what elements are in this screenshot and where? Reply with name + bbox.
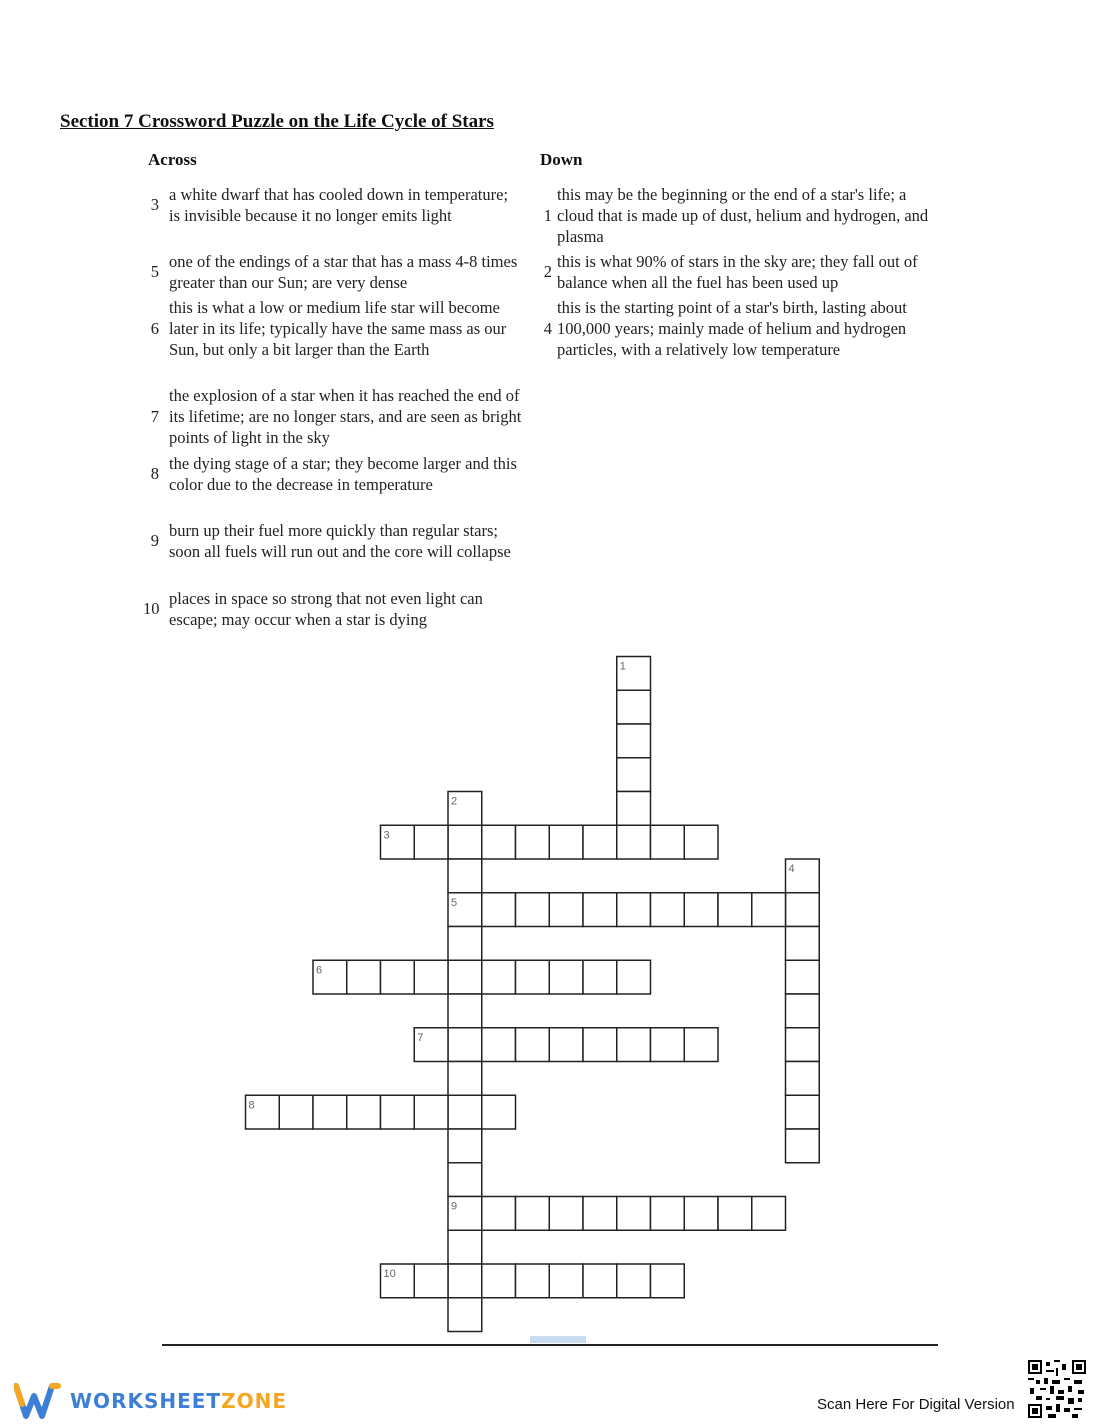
clue-text: the dying stage of a star; they become larger and this color due to the decrease in temperature — [169, 454, 517, 494]
clue-number: 7 — [150, 406, 159, 426]
clue-text: this may be the beginning or the end of a star's life; a cloud that is made up of dust, helium and hydrogen, and plasma — [557, 185, 929, 246]
crossword-cell[interactable] — [617, 893, 651, 927]
crossword-cell[interactable] — [448, 960, 482, 994]
crossword-cell[interactable] — [752, 893, 786, 927]
crossword-cell[interactable] — [381, 825, 415, 859]
crossword-cell[interactable] — [549, 825, 583, 859]
across-clue-7 — [143, 386, 523, 448]
across-heading: Across — [148, 150, 197, 169]
crossword-cell[interactable] — [651, 1197, 685, 1231]
crossword-cell[interactable] — [617, 792, 651, 826]
crossword-cell[interactable] — [786, 1028, 820, 1062]
cell-number: 5 — [451, 896, 458, 909]
crossword-cell[interactable] — [482, 1095, 516, 1129]
crossword-cell[interactable] — [549, 1028, 583, 1062]
crossword-cell[interactable] — [617, 1197, 651, 1231]
crossword-cell[interactable] — [684, 1197, 718, 1231]
cell-number: 4 — [788, 863, 795, 875]
clue-text: this is what a low or medium life star will become later in its life; typically have the same mass as our Sun, but only a bit larger than the Earth — [169, 298, 507, 359]
crossword-cell[interactable] — [786, 1062, 820, 1096]
crossword-cell[interactable] — [752, 1197, 786, 1231]
brand-part-1: WORKSHEET — [70, 1389, 222, 1413]
crossword-cell[interactable] — [583, 825, 617, 859]
cell-number: 10 — [383, 1268, 396, 1280]
crossword-cell[interactable] — [381, 960, 415, 994]
crossword-cell[interactable] — [617, 724, 651, 758]
crossword-cell[interactable] — [482, 1028, 516, 1062]
worksheetzone-logo[interactable] — [14, 1382, 287, 1420]
crossword-cell[interactable] — [786, 1095, 820, 1129]
across-clue-6 — [143, 298, 523, 360]
clue-number: 10 — [143, 599, 160, 619]
crossword-cell[interactable] — [414, 1028, 448, 1062]
cell-number: 6 — [316, 964, 323, 977]
crossword-cell[interactable] — [786, 994, 820, 1028]
crossword-cell[interactable] — [786, 960, 820, 994]
across-clue-10 — [143, 589, 523, 631]
crossword-cell[interactable] — [448, 1095, 482, 1129]
clue-text: a white dwarf that has cooled down in temperature; is invisible because it no longer emits light — [169, 185, 509, 225]
crossword-cell[interactable] — [414, 825, 448, 859]
crossword-cell[interactable] — [482, 1264, 516, 1298]
down-clue-1 — [536, 185, 946, 247]
crossword-cell[interactable] — [651, 893, 685, 927]
qr-code-icon[interactable] — [1028, 1360, 1086, 1418]
clue-text: this is the starting point of a star's birth, lasting about 100,000 years; mainly made of helium and hydrogen particles, with a relatively low temperature — [557, 298, 907, 359]
crossword-cell[interactable] — [448, 1163, 482, 1197]
crossword-cell[interactable] — [718, 1197, 752, 1231]
cell-number: 7 — [417, 1031, 424, 1044]
crossword-cell[interactable] — [381, 1264, 415, 1298]
cell-number: 8 — [248, 1099, 255, 1112]
page-title: Section 7 Crossword Puzzle on the Life Cycle of Stars — [60, 111, 494, 132]
crossword-cell[interactable] — [684, 893, 718, 927]
crossword-cell[interactable] — [549, 1197, 583, 1231]
crossword-cell[interactable] — [448, 1062, 482, 1096]
crossword-cell[interactable] — [516, 825, 550, 859]
down-clue-2 — [536, 252, 946, 294]
crossword-cell[interactable] — [617, 1264, 651, 1298]
crossword-cell[interactable] — [448, 792, 482, 826]
crossword-cell[interactable] — [549, 960, 583, 994]
crossword-cell[interactable] — [786, 1129, 820, 1163]
crossword-cell[interactable] — [448, 1129, 482, 1163]
crossword-cell[interactable] — [414, 1095, 448, 1129]
clue-text: the explosion of a star when it has reached the end of its lifetime; are no longer stars, and are seen as bright points of light in the sky — [169, 386, 522, 447]
clue-number: 9 — [150, 531, 159, 551]
crossword-cell[interactable] — [448, 927, 482, 961]
down-clue-4 — [536, 298, 946, 360]
crossword-cell[interactable] — [482, 825, 516, 859]
crossword-cell[interactable] — [651, 825, 685, 859]
across-clue-9 — [143, 521, 523, 563]
cell-number: 3 — [383, 829, 390, 842]
crossword-cell[interactable] — [617, 960, 651, 994]
crossword-cell[interactable] — [583, 960, 617, 994]
crossword-cell[interactable] — [448, 893, 482, 927]
clue-number: 5 — [150, 262, 159, 282]
crossword-cell[interactable] — [482, 960, 516, 994]
crossword-cell[interactable] — [347, 960, 381, 994]
crossword-cell[interactable] — [583, 1197, 617, 1231]
crossword-cell[interactable] — [448, 1264, 482, 1298]
crossword-cell[interactable] — [617, 657, 651, 691]
crossword-cell[interactable] — [448, 994, 482, 1028]
crossword-cell[interactable] — [549, 893, 583, 927]
clue-number: 4 — [543, 318, 552, 338]
crossword-cell[interactable] — [617, 690, 651, 724]
cell-number: 2 — [451, 795, 458, 808]
crossword-cell[interactable] — [583, 893, 617, 927]
crossword-cell[interactable] — [482, 1197, 516, 1231]
crossword-cell[interactable] — [448, 859, 482, 893]
crossword-cell[interactable] — [718, 893, 752, 927]
crossword-cell[interactable] — [448, 825, 482, 859]
crossword-cell[interactable] — [786, 893, 820, 927]
crossword-cell[interactable] — [414, 1264, 448, 1298]
crossword-cell[interactable] — [617, 758, 651, 792]
crossword-cell[interactable] — [549, 1264, 583, 1298]
crossword-cell[interactable] — [786, 927, 820, 961]
crossword-cell[interactable] — [651, 1264, 685, 1298]
crossword-cell[interactable] — [651, 1028, 685, 1062]
across-clue-5 — [143, 252, 523, 294]
crossword-cell[interactable] — [516, 1028, 550, 1062]
crossword-cell[interactable] — [684, 1028, 718, 1062]
crossword-cell[interactable] — [313, 1095, 347, 1129]
crossword-cell[interactable] — [313, 960, 347, 994]
crossword-cell[interactable] — [448, 1197, 482, 1231]
clue-number: 2 — [543, 262, 552, 282]
crossword-cell[interactable] — [414, 960, 448, 994]
footer-divider — [162, 1344, 938, 1346]
down-heading: Down — [540, 150, 583, 169]
crossword-cell[interactable] — [786, 859, 820, 893]
cell-number: 1 — [619, 660, 626, 673]
brand-name — [70, 1389, 287, 1413]
clue-text: one of the endings of a star that has a mass 4-8 times greater than our Sun; are very dense — [169, 252, 518, 292]
cell-number: 9 — [451, 1200, 458, 1213]
clue-number: 3 — [150, 195, 159, 215]
crossword-cell[interactable] — [482, 893, 516, 927]
crossword-cell[interactable] — [617, 825, 651, 859]
crossword-cell[interactable] — [279, 1095, 313, 1129]
clue-text: this is what 90% of stars in the sky are; they fall out of balance when all the fuel has been used up — [557, 252, 918, 292]
crossword-cell[interactable] — [516, 893, 550, 927]
crossword-cell[interactable] — [448, 1028, 482, 1062]
page-tab-marker — [530, 1336, 586, 1343]
across-clue-3 — [143, 185, 523, 227]
crossword-cell[interactable] — [448, 1298, 482, 1332]
crossword-cell[interactable] — [684, 825, 718, 859]
crossword-cell[interactable] — [516, 1197, 550, 1231]
brand-part-2: ZONE — [221, 1389, 287, 1413]
worksheetzone-w-icon — [14, 1382, 62, 1420]
crossword-cell[interactable] — [583, 1264, 617, 1298]
crossword-cell[interactable] — [381, 1095, 415, 1129]
crossword-cell[interactable] — [347, 1095, 381, 1129]
crossword-cell[interactable] — [516, 960, 550, 994]
crossword-cell[interactable] — [516, 1264, 550, 1298]
scan-caption: Scan Here For Digital Version — [817, 1396, 1015, 1413]
crossword-cell[interactable] — [448, 1230, 482, 1264]
across-clue-8 — [143, 454, 523, 496]
crossword-cell[interactable] — [617, 1028, 651, 1062]
clue-number: 1 — [543, 205, 552, 225]
crossword-cell[interactable] — [583, 1028, 617, 1062]
clue-text: places in space so strong that not even light can escape; may occur when a star is dying — [169, 589, 483, 629]
clue-text: burn up their fuel more quickly than regular stars; soon all fuels will run out and the core will collapse — [169, 521, 511, 561]
crossword-cell[interactable] — [246, 1095, 280, 1129]
clue-number: 8 — [150, 464, 159, 484]
clue-number: 6 — [150, 318, 159, 338]
